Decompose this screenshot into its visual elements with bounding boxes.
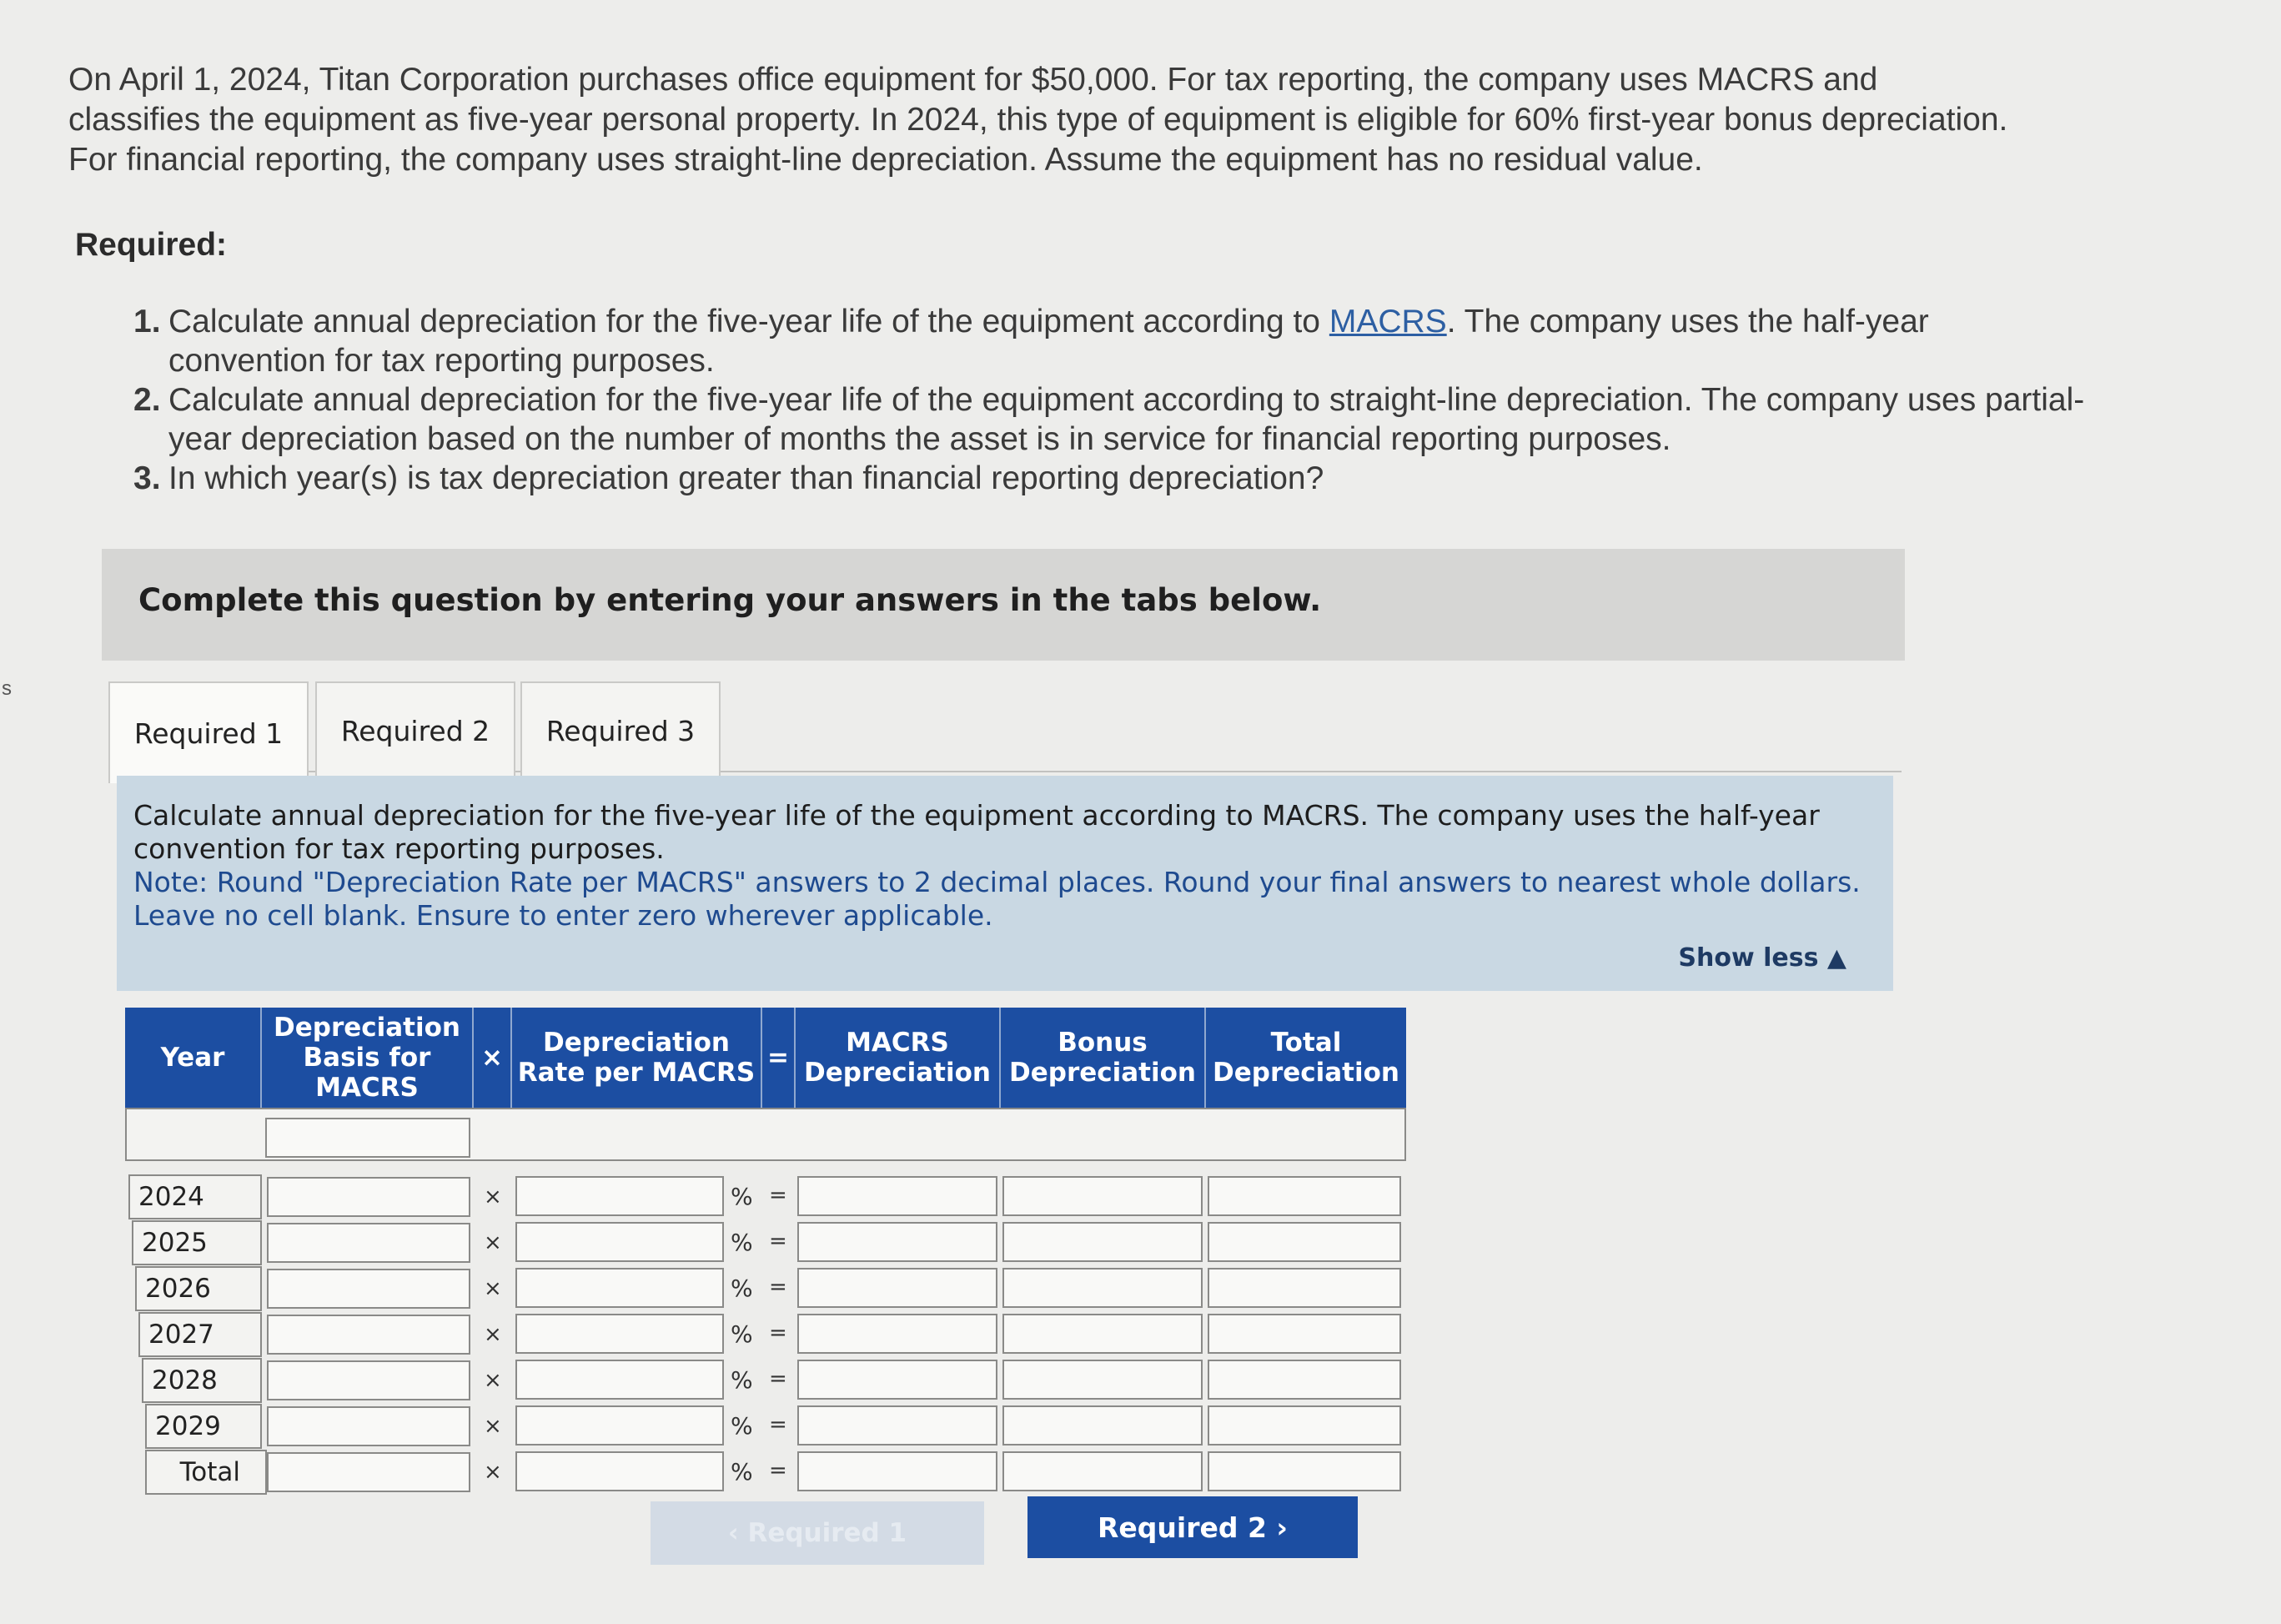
instruction-text: Complete this question by entering your answers in the tabs below.	[138, 582, 1322, 618]
equals-symbol: =	[769, 1275, 787, 1300]
requirement-text: . The company uses the half-year convention for tax reporting purposes.	[168, 304, 1929, 379]
header-bonus: Bonus Depreciation	[1001, 1008, 1206, 1108]
macrs-depreciation-input[interactable]	[797, 1405, 997, 1446]
times-symbol: ×	[484, 1230, 502, 1255]
header-equals: =	[762, 1008, 796, 1108]
basis-input[interactable]	[265, 1118, 470, 1158]
panel-note: Note: Round "Depreciation Rate per MACRS" answers to 2 decimal places. Round your final answers to nearest whole dollars. Leave no cell blank. Ensure to enter zero wherever applicable.	[133, 866, 1861, 932]
year-label: 2025	[132, 1220, 262, 1265]
macrs-depreciation-input[interactable]	[797, 1451, 997, 1491]
total-depreciation-input[interactable]	[1208, 1451, 1401, 1491]
times-symbol: ×	[484, 1460, 502, 1485]
total-depreciation-input[interactable]	[1208, 1314, 1401, 1354]
rate-input[interactable]	[515, 1268, 724, 1308]
bonus-depreciation-input[interactable]	[1002, 1360, 1203, 1400]
requirement-1	[133, 302, 2085, 380]
requirement-text: In which year(s) is tax depreciation greater than financial reporting depreciation?	[168, 460, 1324, 496]
percent-symbol: %	[731, 1229, 753, 1256]
bonus-depreciation-input[interactable]	[1002, 1222, 1203, 1262]
equals-symbol: =	[769, 1183, 787, 1208]
macrs-depreciation-input[interactable]	[797, 1222, 997, 1262]
times-symbol: ×	[484, 1368, 502, 1393]
basis-cell-input[interactable]	[267, 1177, 470, 1217]
rate-input[interactable]	[515, 1176, 724, 1216]
required-heading: Required:	[75, 227, 228, 263]
tab-required-1[interactable]: Required 1	[108, 681, 309, 783]
basis-cell-input[interactable]	[267, 1315, 470, 1355]
rate-input[interactable]	[515, 1314, 724, 1354]
tab-required-3[interactable]: Required 3	[520, 681, 721, 780]
total-depreciation-input[interactable]	[1208, 1222, 1401, 1262]
bonus-depreciation-input[interactable]	[1002, 1451, 1203, 1491]
year-label: 2024	[128, 1174, 262, 1219]
equals-symbol: =	[769, 1458, 787, 1483]
rate-input[interactable]	[515, 1360, 724, 1400]
show-less-toggle[interactable]: Show less ▲	[1678, 943, 1846, 973]
equals-symbol: =	[769, 1412, 787, 1437]
total-depreciation-input[interactable]	[1208, 1176, 1401, 1216]
next-required-button[interactable]: Required 2 ›	[1027, 1496, 1358, 1558]
header-rate: Depreciation Rate per MACRS	[512, 1008, 762, 1108]
total-row-label: Total	[145, 1450, 267, 1495]
macrs-link[interactable]: MACRS	[1329, 304, 1447, 339]
requirement-number: 2.	[133, 382, 161, 418]
bonus-depreciation-input[interactable]	[1002, 1405, 1203, 1446]
macrs-table	[125, 1008, 1409, 1487]
header-macrs: MACRS Depreciation	[796, 1008, 1001, 1108]
year-label: 2028	[142, 1358, 262, 1403]
percent-symbol: %	[731, 1320, 753, 1348]
problem-statement: On April 1, 2024, Titan Corporation purchases office equipment for $50,000. For tax reporting, the company uses MACRS and classifies the equipment as five-year personal property. In 2024, this type of equipment is eligible for 60% first-year bonus depreciation. For financial reporting, the company uses straight-line depreciation. Assume the equipment has no residual value.	[68, 62, 2008, 178]
header-total: Total Depreciation	[1206, 1008, 1406, 1108]
instruction-bar	[102, 549, 1905, 661]
equals-symbol: =	[769, 1229, 787, 1254]
basis-cell-input[interactable]	[267, 1269, 470, 1309]
macrs-depreciation-input[interactable]	[797, 1176, 997, 1216]
bonus-depreciation-input[interactable]	[1002, 1314, 1203, 1354]
tab-required-2[interactable]: Required 2	[315, 681, 515, 780]
requirement-text: Calculate annual depreciation for the five-year life of the equipment according to	[168, 304, 1329, 339]
basis-cell-input[interactable]	[267, 1406, 470, 1446]
year-label: 2026	[135, 1266, 262, 1311]
basis-cell-input[interactable]	[267, 1223, 470, 1263]
percent-symbol: %	[731, 1366, 753, 1394]
requirement-text: Calculate annual depreciation for the five-year life of the equipment according to straight-line depreciation. The company uses partial-year depreciation based on the number of months the asset is in service for financial reporting purposes.	[168, 382, 2085, 457]
percent-symbol: %	[731, 1275, 753, 1302]
header-basis: Depreciation Basis for MACRS	[262, 1008, 474, 1108]
percent-symbol: %	[731, 1183, 753, 1210]
header-year: Year	[125, 1008, 262, 1108]
total-depreciation-input[interactable]	[1208, 1360, 1401, 1400]
macrs-depreciation-input[interactable]	[797, 1314, 997, 1354]
rate-input[interactable]	[515, 1405, 724, 1446]
total-depreciation-input[interactable]	[1208, 1268, 1401, 1308]
prev-required-button: ‹ Required 1	[651, 1501, 984, 1565]
percent-symbol: %	[731, 1412, 753, 1440]
panel-description: Calculate annual depreciation for the five-year life of the equipment according to MACRS. The company uses the half-year convention for tax reporting purposes.	[133, 799, 1820, 865]
macrs-depreciation-input[interactable]	[797, 1360, 997, 1400]
macrs-depreciation-input[interactable]	[797, 1268, 997, 1308]
bonus-depreciation-input[interactable]	[1002, 1176, 1203, 1216]
times-symbol: ×	[484, 1276, 502, 1301]
basis-cell-input[interactable]	[267, 1452, 470, 1492]
header-times: ×	[474, 1008, 512, 1108]
requirement-2	[133, 380, 2085, 459]
times-symbol: ×	[484, 1322, 502, 1347]
times-symbol: ×	[484, 1184, 502, 1209]
basis-cell-input[interactable]	[267, 1360, 470, 1400]
year-label: 2029	[145, 1404, 262, 1449]
requirement-number: 1.	[133, 304, 161, 339]
edge-mark: s	[2, 677, 12, 700]
bonus-depreciation-input[interactable]	[1002, 1268, 1203, 1308]
requirements-list	[133, 302, 2085, 498]
question-panel	[117, 776, 1893, 991]
rate-input[interactable]	[515, 1222, 724, 1262]
equals-symbol: =	[769, 1366, 787, 1391]
year-label: 2027	[138, 1312, 262, 1357]
times-symbol: ×	[484, 1414, 502, 1439]
total-depreciation-input[interactable]	[1208, 1405, 1401, 1446]
requirement-3	[133, 459, 2085, 498]
equals-symbol: =	[769, 1320, 787, 1345]
rate-input[interactable]	[515, 1451, 724, 1491]
requirement-number: 3.	[133, 460, 161, 496]
percent-symbol: %	[731, 1458, 753, 1486]
